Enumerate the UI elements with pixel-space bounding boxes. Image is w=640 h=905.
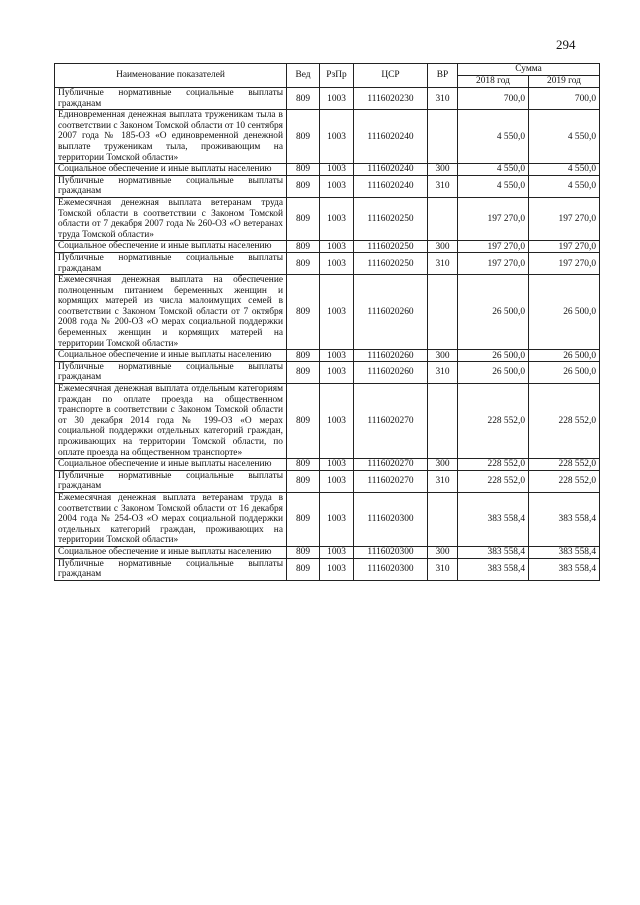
- table-row: [55, 384, 600, 459]
- cell-2019: 700,0: [529, 88, 600, 110]
- cell-rzpr: 1003: [320, 241, 354, 253]
- cell-rzpr: 1003: [320, 110, 354, 164]
- cell-rzpr: 1003: [320, 546, 354, 558]
- table-row: [55, 459, 600, 471]
- cell-vr: 310: [428, 558, 458, 580]
- cell-vr: 300: [428, 546, 458, 558]
- header-sum: Сумма: [458, 64, 600, 76]
- table-row: [55, 361, 600, 383]
- table-row: [55, 88, 600, 110]
- cell-ved: 809: [287, 88, 320, 110]
- cell-ved: 809: [287, 241, 320, 253]
- table-row: [55, 110, 600, 164]
- cell-ved: 809: [287, 275, 320, 350]
- table-row: [55, 175, 600, 197]
- cell-2018: 197 270,0: [458, 197, 529, 240]
- cell-ved: 809: [287, 350, 320, 362]
- cell-vr: 300: [428, 164, 458, 176]
- cell-2018: 228 552,0: [458, 470, 529, 492]
- table-body: [55, 88, 600, 581]
- cell-ved: 809: [287, 164, 320, 176]
- budget-table: [54, 63, 600, 581]
- cell-ved: 809: [287, 384, 320, 459]
- table-row: [55, 197, 600, 240]
- cell-name: Ежемесячная денежная выплата ветеранам труда Томской области в соответствии с Законом Томской области от 7 декабря 2007 года № 260-ОЗ «О ветеранах труда Томской области»: [55, 197, 287, 240]
- cell-2019: 197 270,0: [529, 197, 600, 240]
- cell-rzpr: 1003: [320, 350, 354, 362]
- table-row: [55, 470, 600, 492]
- cell-csr: 1116020260: [354, 350, 428, 362]
- cell-rzpr: 1003: [320, 459, 354, 471]
- cell-2018: 228 552,0: [458, 384, 529, 459]
- table-row: [55, 558, 600, 580]
- cell-2019: 383 558,4: [529, 558, 600, 580]
- cell-ved: 809: [287, 459, 320, 471]
- cell-2019: 26 500,0: [529, 361, 600, 383]
- cell-2018: 197 270,0: [458, 241, 529, 253]
- cell-2019: 228 552,0: [529, 459, 600, 471]
- table-row: [55, 241, 600, 253]
- cell-vr: [428, 492, 458, 546]
- header-rzpr: РзПр: [320, 64, 354, 88]
- table-row: [55, 164, 600, 176]
- cell-2018: 26 500,0: [458, 361, 529, 383]
- cell-name: Единовременная денежная выплата труженикам тыла в соответствии с Законом Томской области от 10 сентября 2007 года № 185-ОЗ «О единовременной денежной выплате труженикам тыла, проживающим на территории Томской области»: [55, 110, 287, 164]
- cell-ved: 809: [287, 470, 320, 492]
- cell-csr: 1116020270: [354, 470, 428, 492]
- cell-2018: 228 552,0: [458, 459, 529, 471]
- cell-2019: 4 550,0: [529, 175, 600, 197]
- cell-name: Ежемесячная денежная выплата отдельным категориям граждан по оплате проезда на общественном транспорте в соответствии с Законом Томской области от 30 декабря 2014 года № 199-ОЗ «О мерах социальной поддержки отдельных категорий граждан, проживающих на территории Томской области, по оплате проезда на общественном транспорте»: [55, 384, 287, 459]
- cell-csr: 1116020260: [354, 275, 428, 350]
- cell-name: Публичные нормативные социальные выплаты гражданам: [55, 470, 287, 492]
- table-row: [55, 252, 600, 274]
- cell-vr: 310: [428, 88, 458, 110]
- header-name: Наименование показателей: [55, 64, 287, 88]
- cell-rzpr: 1003: [320, 197, 354, 240]
- cell-name: Публичные нормативные социальные выплаты гражданам: [55, 88, 287, 110]
- cell-vr: [428, 275, 458, 350]
- cell-2019: 197 270,0: [529, 241, 600, 253]
- cell-ved: 809: [287, 110, 320, 164]
- cell-2019: 26 500,0: [529, 350, 600, 362]
- cell-name: Публичные нормативные социальные выплаты гражданам: [55, 361, 287, 383]
- table-header: [55, 64, 600, 88]
- cell-rzpr: 1003: [320, 470, 354, 492]
- cell-vr: 310: [428, 470, 458, 492]
- table-row: [55, 275, 600, 350]
- cell-2018: 4 550,0: [458, 175, 529, 197]
- cell-csr: 1116020270: [354, 459, 428, 471]
- cell-2019: 228 552,0: [529, 384, 600, 459]
- cell-rzpr: 1003: [320, 558, 354, 580]
- cell-name: Социальное обеспечение и иные выплаты населению: [55, 459, 287, 471]
- cell-vr: [428, 384, 458, 459]
- cell-ved: 809: [287, 361, 320, 383]
- cell-2019: 26 500,0: [529, 275, 600, 350]
- cell-vr: 310: [428, 175, 458, 197]
- table-row: [55, 350, 600, 362]
- cell-csr: 1116020300: [354, 492, 428, 546]
- cell-rzpr: 1003: [320, 88, 354, 110]
- cell-2019: 383 558,4: [529, 546, 600, 558]
- cell-2019: 4 550,0: [529, 110, 600, 164]
- cell-2018: 197 270,0: [458, 252, 529, 274]
- header-ved: Вед: [287, 64, 320, 88]
- cell-name: Ежемесячная денежная выплата на обеспечение полноценным питанием беременных женщин и кормящих матерей из числа малоимущих семей в соответствии с Законом Томской области от 7 октября 2008 года № 200-ОЗ «О мерах социальной поддержки беременных женщин и кормящих матерей на территории Томской области»: [55, 275, 287, 350]
- cell-csr: 1116020240: [354, 175, 428, 197]
- cell-vr: 310: [428, 252, 458, 274]
- cell-csr: 1116020230: [354, 88, 428, 110]
- cell-2018: 4 550,0: [458, 110, 529, 164]
- cell-vr: 310: [428, 361, 458, 383]
- cell-csr: 1116020270: [354, 384, 428, 459]
- cell-vr: [428, 197, 458, 240]
- cell-name: Социальное обеспечение и иные выплаты населению: [55, 164, 287, 176]
- cell-vr: 300: [428, 241, 458, 253]
- cell-name: Публичные нормативные социальные выплаты гражданам: [55, 558, 287, 580]
- cell-2019: 228 552,0: [529, 470, 600, 492]
- cell-ved: 809: [287, 252, 320, 274]
- page-number: 294: [556, 37, 576, 52]
- cell-2018: 383 558,4: [458, 492, 529, 546]
- cell-csr: 1116020250: [354, 197, 428, 240]
- cell-rzpr: 1003: [320, 275, 354, 350]
- cell-vr: 300: [428, 350, 458, 362]
- cell-csr: 1116020300: [354, 546, 428, 558]
- cell-ved: 809: [287, 175, 320, 197]
- cell-rzpr: 1003: [320, 175, 354, 197]
- header-year-2019: 2019 год: [529, 76, 600, 88]
- cell-2019: 383 558,4: [529, 492, 600, 546]
- cell-2018: 26 500,0: [458, 275, 529, 350]
- cell-csr: 1116020300: [354, 558, 428, 580]
- cell-name: Ежемесячная денежная выплата ветеранам труда в соответствии с Законом Томской области от 16 декабря 2004 года № 254-ОЗ «О мерах социальной поддержки отдельных категорий граждан, проживающих на территории Томской области»: [55, 492, 287, 546]
- cell-rzpr: 1003: [320, 164, 354, 176]
- cell-2018: 700,0: [458, 88, 529, 110]
- table-row: [55, 492, 600, 546]
- cell-name: Социальное обеспечение и иные выплаты населению: [55, 241, 287, 253]
- cell-csr: 1116020240: [354, 110, 428, 164]
- cell-2019: 4 550,0: [529, 164, 600, 176]
- cell-vr: 300: [428, 459, 458, 471]
- cell-csr: 1116020260: [354, 361, 428, 383]
- cell-name: Публичные нормативные социальные выплаты гражданам: [55, 175, 287, 197]
- cell-ved: 809: [287, 492, 320, 546]
- header-vr: ВР: [428, 64, 458, 88]
- cell-ved: 809: [287, 197, 320, 240]
- cell-name: Социальное обеспечение и иные выплаты населению: [55, 350, 287, 362]
- cell-ved: 809: [287, 546, 320, 558]
- cell-rzpr: 1003: [320, 361, 354, 383]
- cell-rzpr: 1003: [320, 384, 354, 459]
- cell-rzpr: 1003: [320, 492, 354, 546]
- cell-csr: 1116020250: [354, 252, 428, 274]
- header-year-2018: 2018 год: [458, 76, 529, 88]
- cell-rzpr: 1003: [320, 252, 354, 274]
- cell-2018: 4 550,0: [458, 164, 529, 176]
- cell-2018: 26 500,0: [458, 350, 529, 362]
- cell-name: Социальное обеспечение и иные выплаты населению: [55, 546, 287, 558]
- header-csr: ЦСР: [354, 64, 428, 88]
- cell-2018: 383 558,4: [458, 558, 529, 580]
- cell-vr: [428, 110, 458, 164]
- cell-csr: 1116020250: [354, 241, 428, 253]
- cell-2019: 197 270,0: [529, 252, 600, 274]
- table-row: [55, 546, 600, 558]
- cell-2018: 383 558,4: [458, 546, 529, 558]
- cell-csr: 1116020240: [354, 164, 428, 176]
- cell-name: Публичные нормативные социальные выплаты гражданам: [55, 252, 287, 274]
- cell-ved: 809: [287, 558, 320, 580]
